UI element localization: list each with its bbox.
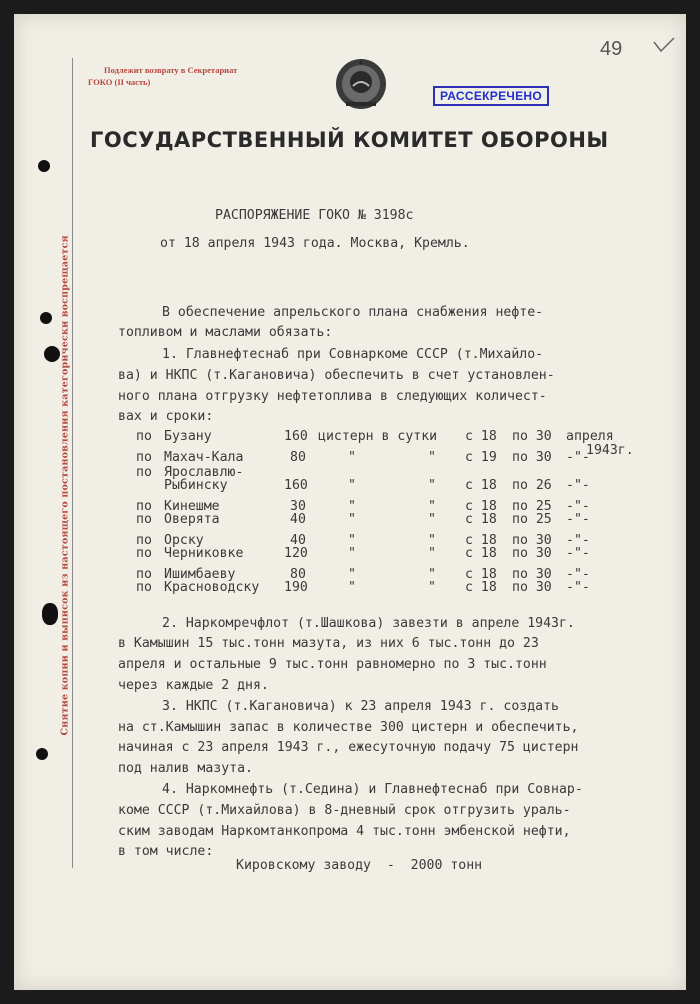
schedule-prep-cell: по [136,567,152,582]
schedule-unit-cell: " [348,478,356,493]
schedule-dest-cell: Кинешме [164,499,220,514]
schedule-dest-cell: Бузану [164,429,212,444]
margin-line [72,58,73,868]
schedule-dest-cell: Ярославлю- [164,465,244,480]
schedule-unit2-cell: " [428,450,436,465]
schedule-qty-cell: 40 [290,533,306,548]
page-number: 49 [600,38,623,60]
schedule-from-cell: с 18 [465,567,497,582]
schedule-prep-cell: по [136,512,152,527]
schedule-unit-cell: " [348,546,356,561]
body-line: Кировскому заводу - 2000 тонн [236,858,483,873]
checkmark-icon [652,36,676,58]
body-line: 3. НКПС (т.Кагановича) к 23 апреля 1943 г. создать [162,699,559,714]
body-line: под налив мазута. [118,761,253,776]
punch-hole [40,312,52,324]
schedule-prep-cell: по [136,450,152,465]
schedule-from-cell: с 18 [465,512,497,527]
body-line: 2. Наркомречфлот (т.Шашкова) завезти в апреле 1943г. [162,616,575,631]
intro-line: В обеспечение апрельского плана снабжения нефте- [162,305,544,320]
punch-hole [42,603,58,625]
schedule-unit2-cell: " [428,499,436,514]
schedule-from-cell: с 18 [465,533,497,548]
schedule-prep-cell: по [136,580,152,595]
schedule-dest-cell: Ишимбаеву [164,567,236,582]
schedule-month-cell: -"- [566,580,590,595]
year-note: 1943г. [586,443,634,458]
schedule-qty-cell: 30 [290,499,306,514]
schedule-unit-cell: " [348,499,356,514]
intro-line: ного плана отгрузку нефтетоплива в следующих количест- [118,389,547,404]
schedule-month-cell: -"- [566,533,590,548]
schedule-to-cell: по 25 [512,499,552,514]
intro-line: вах и сроки: [118,409,214,424]
schedule-dest-cell: Оверята [164,512,220,527]
schedule-dest-cell: Черниковке [164,546,244,561]
committee-title: ГОСУДАРСТВЕННЫЙ КОМИТЕТ ОБОРОНЫ [90,128,609,152]
schedule-prep-cell: по [136,465,152,480]
intro-line: ва) и НКПС (т.Кагановича) обеспечить в счет установлен- [118,368,555,383]
intro-line: 1. Главнефтеснаб при Совнаркоме СССР (т.Михайло- [162,347,544,362]
schedule-to-cell: по 30 [512,546,552,561]
schedule-dest-cell: Красноводску [164,580,260,595]
schedule-month-cell: -"- [566,567,590,582]
schedule-qty-cell: 40 [290,512,306,527]
body-line: коме СССР (т.Михайлова) в 8-дневный срок отгрузить ураль- [118,803,571,818]
body-line: ским заводам Наркомтанкопрома 4 тыс.тонн эмбенской нефти, [118,824,571,839]
schedule-prep-cell: по [136,546,152,561]
return-stamp-line1: Подлежит возврату в Секретариат [104,65,238,75]
body-line: начиная с 23 апреля 1943 г., ежесуточную подачу 75 цистерн [118,740,579,755]
schedule-unit-cell: " [348,512,356,527]
schedule-qty-cell: 190 [284,580,308,595]
schedule-from-cell: с 18 [465,546,497,561]
schedule-qty-cell: 160 [284,429,308,444]
punch-hole [38,160,50,172]
schedule-month-cell: -"- [566,512,590,527]
schedule-to-cell: по 30 [512,567,552,582]
schedule-prep-cell: по [136,499,152,514]
schedule-month-cell: -"- [566,499,590,514]
schedule-dest-cell: Махач-Кала [164,450,244,465]
schedule-to-cell: по 25 [512,512,552,527]
punch-hole [44,346,60,362]
order-title: РАСПОРЯЖЕНИЕ ГОКО № 3198с [215,208,414,223]
schedule-unit2-cell: " [428,546,436,561]
schedule-prep-cell: по [136,533,152,548]
order-date: от 18 апреля 1943 года. Москва, Кремль. [160,236,470,251]
schedule-dest-cell: Орску [164,533,204,548]
schedule-unit-cell: " [348,533,356,548]
schedule-unit2-cell: " [428,533,436,548]
schedule-to-cell: по 30 [512,450,552,465]
intro-line: топливом и маслами обязать: [118,325,333,340]
ussr-emblem-icon [334,56,388,110]
return-stamp-line2: ГОКО (II часть) [88,77,151,87]
schedule-to-cell: по 30 [512,533,552,548]
return-stamp [88,64,237,88]
schedule-qty-cell: 120 [284,546,308,561]
declassified-stamp: РАССЕКРЕЧЕНО [433,86,549,106]
schedule-dest-cell: Рыбинску [164,478,228,493]
schedule-month-cell: -"- [566,478,590,493]
schedule-unit2-cell: " [428,512,436,527]
schedule-month-cell: -"- [566,450,590,465]
schedule-from-cell: с 18 [465,429,497,444]
schedule-month-cell: -"- [566,546,590,561]
side-warning-text: Снятие копии и выписок из настоящего постановления категорически воспрещается [59,235,71,736]
schedule-to-cell: по 30 [512,580,552,595]
schedule-unit-cell: " [348,567,356,582]
body-line: апреля и остальные 9 тыс.тонн равномерно по 3 тыс.тонн [118,657,547,672]
body-line: в том числе: [118,844,214,859]
punch-hole [36,748,48,760]
schedule-to-cell: по 30 [512,429,552,444]
schedule-unit-cell: " [348,580,356,595]
schedule-prep-cell: по [136,429,152,444]
schedule-unit-cell: цистерн в сутки [318,429,438,444]
schedule-unit2-cell: " [428,567,436,582]
body-line: 4. Наркомнефть (т.Седина) и Главнефтеснаб при Совнар- [162,782,583,797]
body-line: через каждые 2 дня. [118,678,269,693]
schedule-from-cell: с 19 [465,450,497,465]
schedule-from-cell: с 18 [465,478,497,493]
schedule-month-cell: апреля [566,429,614,444]
schedule-qty-cell: 80 [290,567,306,582]
body-line: в Камышин 15 тыс.тонн мазута, из них 6 тыс.тонн до 23 [118,636,539,651]
schedule-qty-cell: 160 [284,478,308,493]
schedule-unit2-cell: " [428,478,436,493]
schedule-unit2-cell: " [428,580,436,595]
schedule-unit-cell: " [348,450,356,465]
schedule-from-cell: с 18 [465,580,497,595]
schedule-to-cell: по 26 [512,478,552,493]
body-line: на ст.Камышин запас в количестве 300 цистерн и обеспечить, [118,720,579,735]
schedule-from-cell: с 18 [465,499,497,514]
schedule-qty-cell: 80 [290,450,306,465]
